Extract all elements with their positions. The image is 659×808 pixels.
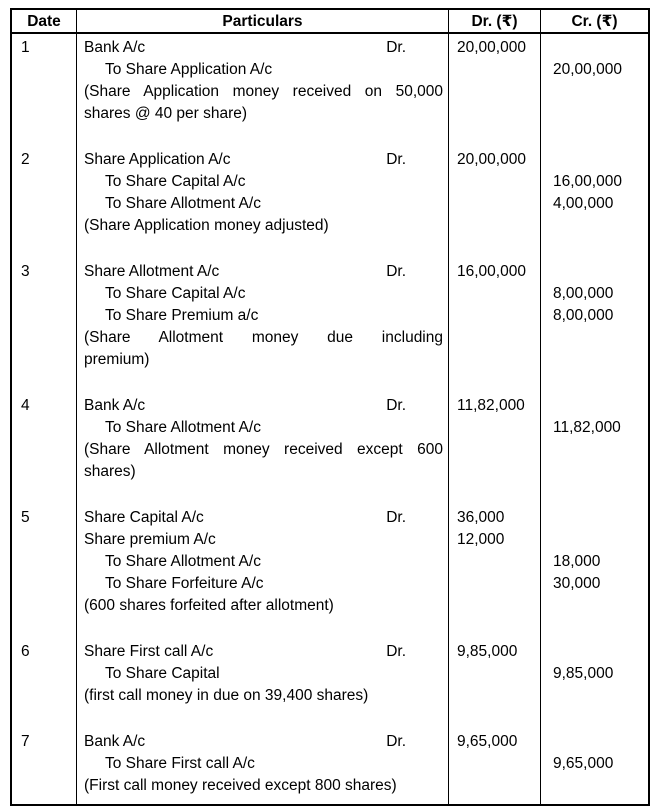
entry-line xyxy=(84,551,443,573)
entry-line xyxy=(84,663,443,685)
cr-amount: 11,82,000 xyxy=(553,419,621,436)
entry-line xyxy=(84,753,443,775)
journal-row xyxy=(12,392,648,504)
cr-amount xyxy=(553,529,644,551)
cr-amount: 30,000 xyxy=(553,575,601,592)
date-value: 3 xyxy=(21,263,30,280)
dr-amount-cell xyxy=(448,728,540,804)
narration-line: (Share Application money received on 50,000 xyxy=(84,83,443,100)
entry-line xyxy=(84,193,443,215)
cr-amount xyxy=(553,37,644,59)
cr-amount: 8,00,000 xyxy=(553,307,614,324)
account-name: To Share Application A/c xyxy=(105,61,273,78)
narration-line: (first call money in due on 39,400 shares) xyxy=(84,687,369,704)
cr-amount-cell xyxy=(540,392,648,504)
cr-amount: 9,85,000 xyxy=(553,665,614,682)
account-name: Share Capital A/c xyxy=(84,509,204,526)
header-date: Date xyxy=(12,10,76,34)
journal-row xyxy=(12,146,648,258)
entry-line xyxy=(84,59,443,81)
dr-amount-cell xyxy=(448,504,540,638)
entry-line xyxy=(84,507,443,529)
account-name: Share premium A/c xyxy=(84,531,216,548)
entry-line xyxy=(84,261,443,283)
dr-amount: 11,82,000 xyxy=(457,397,525,414)
date-cell xyxy=(12,34,76,146)
cr-amount-cell xyxy=(540,34,648,146)
account-name: Share Allotment A/c xyxy=(84,263,220,280)
account-name: To Share Forfeiture A/c xyxy=(105,575,264,592)
entry-line xyxy=(84,529,443,551)
account-name: To Share Allotment A/c xyxy=(105,195,261,212)
journal-row xyxy=(12,504,648,638)
particulars-cell xyxy=(76,638,448,728)
dr-label: Dr. xyxy=(386,263,406,280)
header-cr: Cr. (₹) xyxy=(540,10,648,34)
date-cell xyxy=(12,146,76,258)
particulars-cell xyxy=(76,392,448,504)
journal-row xyxy=(12,728,648,804)
narration-line: shares) xyxy=(84,463,136,480)
cr-amount-cell xyxy=(540,258,648,392)
account-name: Bank A/c xyxy=(84,39,146,56)
account-name: To Share Allotment A/c xyxy=(105,553,261,570)
dr-label: Dr. xyxy=(386,39,406,56)
cr-amount xyxy=(553,149,644,171)
journal-row xyxy=(12,638,648,728)
particulars-cell xyxy=(76,34,448,146)
cr-amount: 8,00,000 xyxy=(553,285,614,302)
header-dr: Dr. (₹) xyxy=(448,10,540,34)
narration-line: (600 shares forfeited after allotment) xyxy=(84,597,334,614)
cr-amount-cell xyxy=(540,728,648,804)
dr-label: Dr. xyxy=(386,397,406,414)
account-name: To Share Allotment A/c xyxy=(105,419,261,436)
cr-amount xyxy=(553,507,644,529)
entry-line xyxy=(84,395,443,417)
dr-amount-cell xyxy=(448,258,540,392)
cr-amount-cell xyxy=(540,638,648,728)
date-cell xyxy=(12,392,76,504)
date-value: 2 xyxy=(21,151,30,168)
cr-amount-cell xyxy=(540,146,648,258)
entry-line xyxy=(84,283,443,305)
entry-line xyxy=(84,573,443,595)
dr-amount: 20,00,000 xyxy=(457,39,526,56)
journal-row xyxy=(12,258,648,392)
account-name: Share Application A/c xyxy=(84,151,231,168)
journal-entries xyxy=(12,34,648,804)
cr-amount: 20,00,000 xyxy=(553,61,622,78)
entry-line xyxy=(84,149,443,171)
header-particulars: Particulars xyxy=(76,10,448,34)
dr-amount: 20,00,000 xyxy=(457,151,526,168)
narration-line: (Share Allotment money due including xyxy=(84,329,443,346)
cr-amount xyxy=(553,395,644,417)
account-name: To Share Capital A/c xyxy=(105,173,246,190)
dr-label: Dr. xyxy=(386,509,406,526)
entry-line xyxy=(84,171,443,193)
date-cell xyxy=(12,258,76,392)
account-name: To Share Premium a/c xyxy=(105,307,259,324)
account-name: To Share First call A/c xyxy=(105,755,255,772)
account-name: Bank A/c xyxy=(84,397,146,414)
dr-amount: 9,65,000 xyxy=(457,733,518,750)
account-name: Share First call A/c xyxy=(84,643,214,660)
journal-row xyxy=(12,34,648,146)
cr-amount xyxy=(553,731,644,753)
particulars-cell xyxy=(76,146,448,258)
cr-amount xyxy=(553,641,644,663)
narration-line: (Share Application money adjusted) xyxy=(84,217,329,234)
cr-amount xyxy=(553,261,644,283)
date-cell xyxy=(12,504,76,638)
journal-header-row xyxy=(12,10,648,34)
dr-amount-cell xyxy=(448,146,540,258)
entry-line xyxy=(84,305,443,327)
date-cell xyxy=(12,728,76,804)
dr-label: Dr. xyxy=(386,643,406,660)
cr-amount: 9,65,000 xyxy=(553,755,614,772)
account-name: Bank A/c xyxy=(84,733,146,750)
dr-amount-cell xyxy=(448,34,540,146)
date-value: 7 xyxy=(21,733,30,750)
journal-table xyxy=(10,8,650,806)
cr-amount-cell xyxy=(540,504,648,638)
narration-line: (First call money received except 800 shares) xyxy=(84,777,397,794)
dr-amount: 16,00,000 xyxy=(457,263,526,280)
dr-label: Dr. xyxy=(386,151,406,168)
narration-line: shares @ 40 per share) xyxy=(84,105,248,122)
cr-amount: 16,00,000 xyxy=(553,173,622,190)
cr-amount: 4,00,000 xyxy=(553,195,614,212)
date-value: 6 xyxy=(21,643,30,660)
narration-line: premium) xyxy=(84,351,150,368)
entry-line xyxy=(84,37,443,59)
entry-line xyxy=(84,641,443,663)
account-name: To Share Capital xyxy=(105,665,220,682)
cr-amount: 18,000 xyxy=(553,553,601,570)
dr-amount-cell xyxy=(448,638,540,728)
particulars-cell xyxy=(76,504,448,638)
dr-amount: 36,000 xyxy=(457,509,505,526)
entry-line xyxy=(84,417,443,439)
particulars-cell xyxy=(76,728,448,804)
entry-line xyxy=(84,731,443,753)
particulars-cell xyxy=(76,258,448,392)
dr-amount: 12,000 xyxy=(457,531,505,548)
narration-line: (Share Allotment money received except 600 xyxy=(84,441,443,458)
dr-label: Dr. xyxy=(386,733,406,750)
date-value: 1 xyxy=(21,39,30,56)
date-cell xyxy=(12,638,76,728)
account-name: To Share Capital A/c xyxy=(105,285,246,302)
date-value: 5 xyxy=(21,509,30,526)
dr-amount-cell xyxy=(448,392,540,504)
dr-amount: 9,85,000 xyxy=(457,643,518,660)
date-value: 4 xyxy=(21,397,30,414)
